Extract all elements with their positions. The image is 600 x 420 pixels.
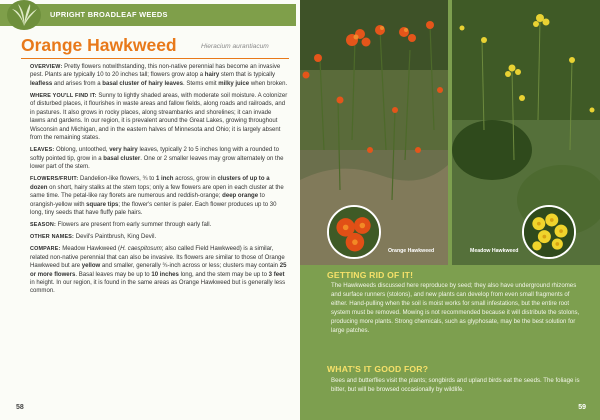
- text-run: leaves, typically 2 to 5 inches long with a rounded to softly pointed tip, grow in a: [30, 147, 279, 162]
- text-run: ; also called Field Hawkweed) is a similar, related non-native perennial that can also be invasive. Its flowers are similar to those of Orange Hawkweed but are: [30, 246, 285, 270]
- season-paragraph: [30, 221, 288, 229]
- getting-rid-heading: GETTING RID OF IT!: [327, 270, 414, 280]
- title-rule: [21, 58, 289, 59]
- other-names-label: OTHER NAMES:: [30, 234, 75, 241]
- control-info-panel: [300, 265, 600, 420]
- where-paragraph: [30, 92, 288, 143]
- bold-run: square tips: [86, 201, 119, 208]
- good-for-text: Bees and butterflies visit the plants; songbirds and upland birds eat the seeds. The foliage is bitter, but will be browsed occasionally by wildlife.: [331, 377, 580, 393]
- text-run: on short, hairy stalks at the stem tops; only a few flowers are open in each cluster at the same time. The petal-like ray florets are numerous and reddish-orange;: [30, 184, 284, 200]
- bold-run: milky juice: [218, 80, 250, 87]
- page-number-right: 59: [578, 404, 586, 411]
- bold-run: 25 or more flowers: [30, 263, 287, 278]
- text-run: Meadow Hawkweed (: [60, 246, 121, 253]
- species-description: [30, 63, 288, 299]
- overview-paragraph: [30, 63, 288, 88]
- text-run: Pretty flowers notwithstanding, this non-native perennial has become an invasive pest. Plants are typically 10 to 20 inches tall; flowers grow atop a: [30, 64, 281, 79]
- text-run: . Basal leaves may be up to: [75, 271, 152, 278]
- season-label: SEASON:: [30, 222, 56, 229]
- text-run: . One or 2 smaller leaves may grow alternately on the lower part of the stem.: [30, 155, 284, 171]
- text-run: in height. In our region, it is found in the same areas as Orange Hawkweed but is generally less common.: [30, 279, 286, 295]
- compare-label: COMPARE:: [30, 246, 61, 253]
- italic-run: H. caespitosum: [120, 246, 162, 253]
- text-run: . Stems emit: [182, 80, 219, 87]
- bold-run: clusters of up to a dozen: [30, 176, 270, 191]
- text-run: ; the flower's center is paler. Each flower produces up to 30 long, tiny seeds that have fluffy pale hairs.: [30, 201, 277, 217]
- bold-run: basal cluster of hairy leaves: [102, 80, 183, 87]
- text-run: Flowers are present from early summer through early fall.: [55, 222, 212, 229]
- text-run: long, and the stem may be up to: [178, 271, 269, 278]
- caption-orange-hawkweed: Orange Hawkweed: [388, 248, 435, 254]
- getting-rid-text: The Hawkweeds discussed here reproduce by seed; they also have underground rhizomes and surface runners (stolons), and new plants can develop from even small fragments of either. Hand-pulling when the soil is moist works for small infestations, but the entire root system must be removed. Mowing is not recommended because it will distribute the stolons, producing more plants. Strong chemicals, such as glyphosate, may be the best solution for large patches.: [331, 282, 580, 334]
- flowers-label: FLOWERS/FRUIT:: [30, 176, 79, 183]
- bold-run: yellow: [81, 263, 101, 270]
- right-page: [300, 0, 600, 420]
- text-run: Sunny to lightly shaded areas, with moderate soil moisture. A colonizer of disturbed places, it flourishes in waste areas and fallow fields, along roads and railroads, and in pastures. It also grows in rocky places, along streambanks and shorelines; it can invade lawns and gardens. In our region, it is prevalent around the Great Lakes, growing throughout Wisconsin and Michigan, and in the eastern halves of Minnesota and Ohio; it is largely absent from the remaining states.: [30, 92, 288, 142]
- text-run: when broken.: [249, 80, 288, 87]
- section-title: UPRIGHT BROADLEAF WEEDS: [50, 10, 168, 19]
- page-number-left: 58: [16, 404, 24, 411]
- caption-meadow-hawkweed: Meadow Hawkweed: [470, 248, 519, 254]
- where-label: WHERE YOU'LL FIND IT:: [30, 92, 97, 99]
- bold-run: 3 feet: [268, 271, 285, 278]
- text-run: Oblong, untoothed,: [54, 147, 110, 154]
- bold-run: 1 inch: [155, 176, 174, 183]
- bold-run: 10 inches: [151, 271, 179, 278]
- good-for-heading: WHAT'S IT GOOD FOR?: [327, 364, 429, 374]
- text-run: across, grow in: [173, 176, 218, 183]
- text-run: and smaller, generally ¾-inch across or less; clusters may contain: [100, 263, 280, 270]
- section-banner: [0, 4, 296, 26]
- other-names-paragraph: [30, 233, 288, 241]
- bold-run: deep orange: [222, 193, 259, 200]
- text-run: stem that is typically: [219, 72, 276, 79]
- text-run: to orangish-yellow with: [30, 193, 265, 208]
- compare-paragraph: [30, 245, 288, 296]
- leaf-emblem-icon: [4, 0, 44, 30]
- bold-run: leafless: [30, 80, 53, 87]
- flowers-paragraph: [30, 175, 288, 217]
- species-title: Orange Hawkweed: [21, 35, 177, 55]
- leaves-label: LEAVES:: [30, 147, 55, 154]
- overview-label: OVERVIEW:: [30, 64, 63, 70]
- bold-run: very hairy: [109, 147, 138, 154]
- bold-run: hairy: [204, 72, 220, 79]
- orange-hawkweed-closeup: [327, 205, 381, 259]
- latin-name: Hieracium aurantiacum: [201, 43, 269, 50]
- text-run: and arises from a: [52, 80, 103, 87]
- bold-run: basal cluster: [103, 155, 141, 162]
- text-run: Devil's Paintbrush, King Devil.: [74, 234, 157, 241]
- meadow-hawkweed-closeup: [522, 205, 576, 259]
- leaves-paragraph: [30, 146, 288, 171]
- text-run: Dandelion-like flowers, ¾ to: [78, 176, 156, 183]
